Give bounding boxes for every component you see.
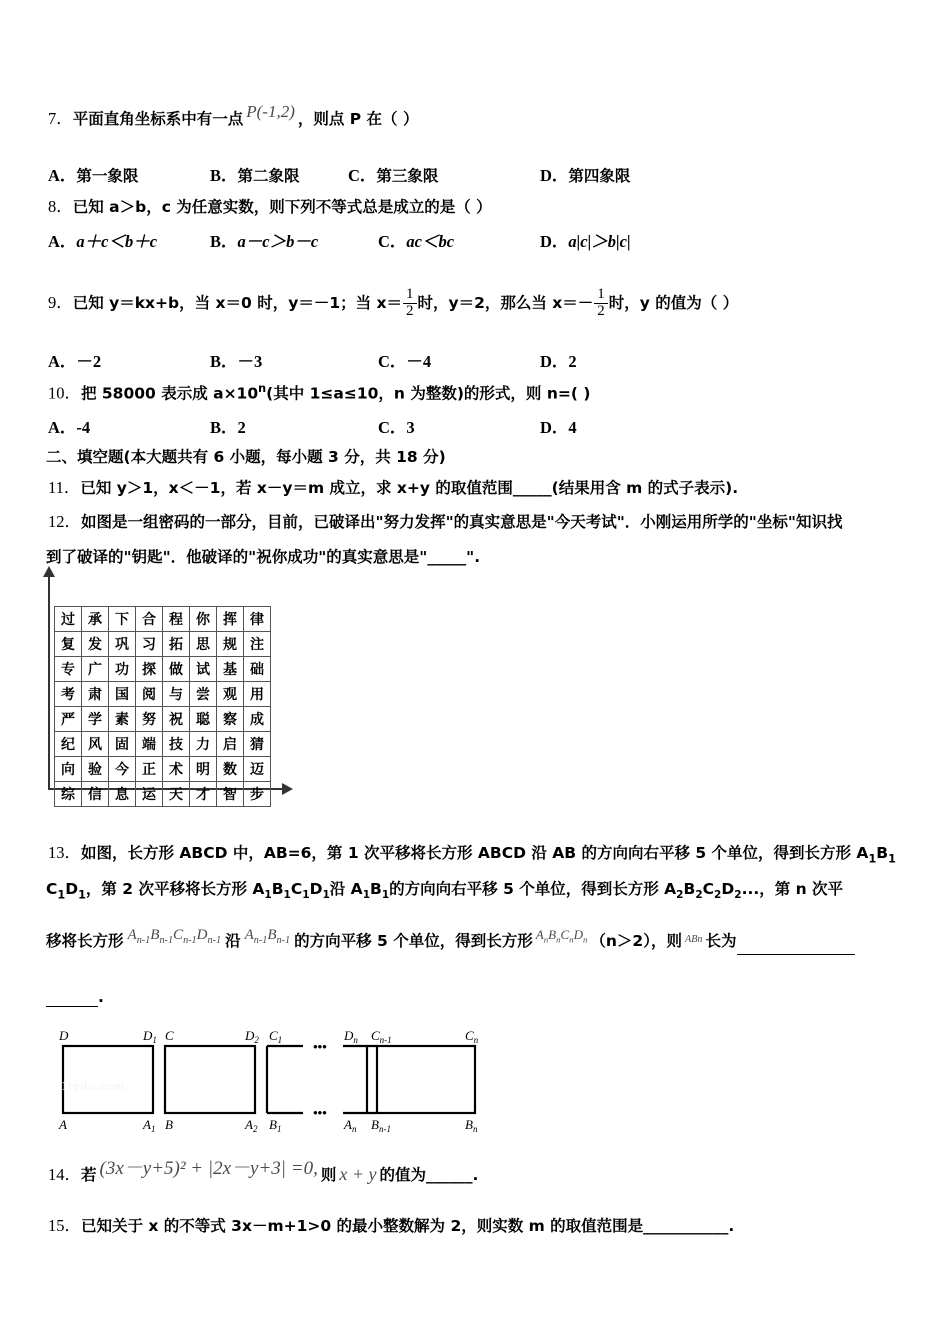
- question-14-number: 14．: [48, 1165, 81, 1184]
- cipher-character-grid-figure: [38, 568, 338, 823]
- character-grid-cell: 猜: [244, 732, 271, 757]
- character-grid-cell: 息: [109, 782, 136, 807]
- label-Bn-1: $B_{n-1}$: [371, 1117, 391, 1133]
- character-grid-row: [55, 732, 271, 757]
- character-grid-cell: 素: [109, 707, 136, 732]
- question-13-answer-blank-2[interactable]: [46, 991, 98, 1008]
- question-13-line-1: [48, 843, 896, 866]
- character-grid-cell: 迈: [244, 757, 271, 782]
- question-15-text: 已知关于 x 的不等式 3x－m+1>0 的最小整数解为 2，则实数 m 的取值范围是___________.: [81, 1217, 735, 1235]
- question-13-segment-abn: ABn: [684, 934, 703, 945]
- figure-watermark: 1redo.com: [61, 1078, 126, 1093]
- character-grid-cell: 你: [190, 607, 217, 632]
- character-grid-cell: 基: [217, 657, 244, 682]
- character-grid-cell: 阅: [136, 682, 163, 707]
- question-9-option-a[interactable]: A．－2: [48, 352, 102, 371]
- question-10-option-c[interactable]: C．3: [378, 418, 415, 437]
- translated-rectangles-figure: [55, 1018, 515, 1133]
- question-13-answer-blank-1[interactable]: [737, 937, 855, 955]
- label-A1: $A_1$: [143, 1117, 156, 1133]
- character-grid-cell: 过: [55, 607, 82, 632]
- question-13-sub-1: 1: [868, 852, 877, 866]
- question-7-option-d[interactable]: D．第四象限: [540, 166, 631, 185]
- character-grid-row: [55, 607, 271, 632]
- character-grid-cell: 风: [82, 732, 109, 757]
- label-A: A: [59, 1117, 67, 1132]
- character-grid-cell: 律: [244, 607, 271, 632]
- character-grid-cell: 纪: [55, 732, 82, 757]
- character-grid-cell: 严: [55, 707, 82, 732]
- question-7-number: 7．: [48, 109, 73, 128]
- question-13-l2-b: D: [65, 880, 79, 898]
- label-B1: $B_1$: [269, 1117, 282, 1133]
- label-A2: $A_2$: [245, 1117, 258, 1133]
- question-13-rect-prev: $A_{n-1}B_{n-1}C_{n-1}D_{n-1}$: [127, 927, 222, 946]
- question-13-l2-c: ，第 2 次平移将长方形 A: [85, 880, 265, 898]
- character-grid-cell: 信: [82, 782, 109, 807]
- question-14-equation: (3x－y+5)² + |2x－y+3| =0,: [99, 1158, 318, 1179]
- question-8-stem: [48, 197, 492, 218]
- ellipsis-top: •••: [313, 1039, 327, 1054]
- character-grid-cell: 察: [217, 707, 244, 732]
- question-10-stem: [48, 382, 590, 404]
- question-12-text-line2: 到了破译的"钥匙"．他破译的"祝你成功"的真实意思是"_____".: [46, 548, 481, 566]
- label-D1: $D_1$: [143, 1028, 157, 1045]
- rectangle-anbncndn: [377, 1046, 475, 1113]
- question-7-stem-pre: 平面直角坐标系中有一点: [72, 110, 244, 128]
- question-7-option-a[interactable]: A．第一象限: [48, 166, 139, 185]
- question-13-l2-sub2: 1: [78, 888, 86, 902]
- question-12-text-line1: 如图是一组密码的一部分，目前，已破译出"努力发挥"的真实意思是"今天考试"．小刚运用所学的"坐标"知识找: [81, 513, 843, 531]
- character-grid-cell: 尝: [190, 682, 217, 707]
- question-13-line-2: [46, 879, 843, 902]
- character-grid-cell: 巩: [109, 632, 136, 657]
- character-grid-cell: 发: [82, 632, 109, 657]
- y-axis-arrow-icon: [43, 566, 55, 577]
- question-9-fraction-2: $\frac{1}{2}$: [594, 287, 608, 320]
- question-14-post: 的值为______.: [379, 1166, 479, 1184]
- character-grid-cell: 规: [217, 632, 244, 657]
- character-grid-cell: 合: [136, 607, 163, 632]
- character-grid-cell: 探: [136, 657, 163, 682]
- question-10-number: 10．: [48, 383, 81, 403]
- character-grid-cell: 力: [190, 732, 217, 757]
- y-axis-line: [48, 568, 50, 790]
- character-grid-body: [55, 607, 271, 807]
- character-grid-cell: 智: [217, 782, 244, 807]
- question-8-option-d[interactable]: D．a|c|＞b|c|: [540, 232, 631, 251]
- character-grid-row: [55, 657, 271, 682]
- question-13-sub-2: 1: [888, 852, 896, 866]
- ellipsis-bottom: •••: [313, 1105, 327, 1120]
- question-13-l2-seq3: $_2B_2C_2D_2$: [676, 880, 742, 902]
- question-13-l2-d: 沿 A: [329, 880, 363, 898]
- label-C: C: [165, 1028, 174, 1043]
- character-grid-cell: 成: [244, 707, 271, 732]
- question-10-stem-pre: 把 58000 表示成 a×10: [81, 384, 259, 403]
- character-grid-cell: 注: [244, 632, 271, 657]
- question-9-stem-part2: 时，y＝2，那么当 x＝－: [417, 294, 594, 313]
- character-grid-cell: 承: [82, 607, 109, 632]
- question-8-stem-text: 已知 a＞b，c 为任意实数，则下列不等式总是成立的是（ ）: [72, 198, 492, 216]
- character-grid-cell: 拓: [163, 632, 190, 657]
- question-9-option-d[interactable]: D．2: [540, 352, 577, 371]
- character-grid-cell: 广: [82, 657, 109, 682]
- question-13-line-4: .: [46, 988, 104, 1007]
- question-9-number: 9．: [48, 293, 73, 313]
- character-grid-cell: 习: [136, 632, 163, 657]
- question-13-l2-a: C: [46, 880, 58, 898]
- question-10-option-d[interactable]: D．4: [540, 418, 577, 437]
- question-8-options: [0, 228, 900, 252]
- question-9-fraction-1: $\frac{1}{2}$: [403, 287, 417, 320]
- question-13-text-a: 如图，长方形 ABCD 中，AB=6，第 1 次平移将长方形 ABCD 沿 AB 的方向向右平移 5 个单位，得到长方形 A: [81, 844, 869, 862]
- rectangles-svg: [55, 1018, 515, 1133]
- character-grid-cell: 与: [163, 682, 190, 707]
- question-9-stem-part3: 时，y 的值为（ ）: [608, 294, 739, 313]
- question-11-number: 11．: [48, 478, 81, 497]
- question-13-edge-prev: $A_{n-1}B_{n-1}$: [244, 927, 291, 946]
- character-grid-cell: 天: [163, 782, 190, 807]
- question-8-option-b[interactable]: B．a－c＞b－c: [210, 232, 319, 251]
- question-14-pre: 若: [81, 1166, 97, 1184]
- character-grid-cell: 努: [136, 707, 163, 732]
- question-8-option-a[interactable]: A．a＋c＜b＋c: [48, 232, 158, 251]
- character-grid-cell: 础: [244, 657, 271, 682]
- question-13-number: 13．: [48, 843, 81, 862]
- rectangle-a1b1c1d1: [165, 1046, 255, 1113]
- label-Cn-1: $C_{n-1}$: [371, 1028, 392, 1045]
- question-8-option-c[interactable]: C．ac＜bc: [378, 232, 455, 251]
- label-Cn: $C_n$: [465, 1028, 479, 1045]
- character-grid-cell: 挥: [217, 607, 244, 632]
- character-grid-cell: 向: [55, 757, 82, 782]
- question-11-text: 已知 y＞1，x＜－1，若 x－y＝m 成立，求 x+y 的取值范围_____(结果用含 m 的式子表示).: [80, 479, 739, 497]
- question-13-l3-e: 长为: [705, 932, 737, 950]
- character-grid-cell: 端: [136, 732, 163, 757]
- question-7-option-c[interactable]: C．第三象限: [348, 166, 439, 185]
- question-9-option-c[interactable]: C．－4: [378, 352, 432, 371]
- question-13-text-b: B: [876, 844, 889, 862]
- question-7-stem: [48, 102, 419, 130]
- character-grid-cell: 国: [109, 682, 136, 707]
- question-15-number: 15．: [48, 1216, 81, 1235]
- character-grid-cell: 做: [163, 657, 190, 682]
- character-grid-cell: 数: [217, 757, 244, 782]
- character-grid-row: [55, 757, 271, 782]
- question-13-rect-n: AnBnCnDn: [535, 927, 588, 945]
- question-9-stem: [48, 288, 738, 321]
- question-14-mid: 则: [320, 1166, 337, 1184]
- question-13-l2-seq2: $_1B_1$: [362, 880, 390, 902]
- section-2-heading: 二、填空题(本大题共有 6 小题，每小题 3 分，共 18 分): [46, 448, 446, 466]
- character-grid-cell: 思: [190, 632, 217, 657]
- character-grid-cell: 观: [217, 682, 244, 707]
- x-axis-arrow-icon: [282, 783, 293, 795]
- character-grid-cell: 运: [136, 782, 163, 807]
- question-8-number: 8．: [48, 197, 73, 216]
- question-14: [48, 1158, 479, 1187]
- character-grid-row: [55, 632, 271, 657]
- question-12-line-1: [48, 512, 842, 533]
- question-7-option-b[interactable]: B．第二象限: [210, 166, 300, 185]
- character-grid-cell: 考: [55, 682, 82, 707]
- character-grid-cell: 用: [244, 682, 271, 707]
- character-grid-cell: 复: [55, 632, 82, 657]
- label-D: D: [59, 1028, 69, 1043]
- question-10-options: [0, 414, 900, 438]
- character-grid-row: [55, 707, 271, 732]
- question-10-stem-post: (其中 1≤a≤10，n 为整数)的形式，则 n=( ): [266, 384, 591, 403]
- character-grid-cell: 技: [163, 732, 190, 757]
- question-10-exponent: n: [258, 382, 267, 395]
- label-An: $A_n$: [344, 1117, 357, 1133]
- question-10-option-b[interactable]: B．2: [210, 418, 246, 437]
- character-grid-cell: 固: [109, 732, 136, 757]
- question-10-option-a[interactable]: A．-4: [48, 418, 91, 437]
- question-15: [48, 1216, 734, 1237]
- character-grid-cell: 明: [190, 757, 217, 782]
- character-grid-cell: 步: [244, 782, 271, 807]
- character-grid-cell: 程: [163, 607, 190, 632]
- character-grid-cell: 正: [136, 757, 163, 782]
- label-C1: $C_1$: [269, 1028, 283, 1045]
- question-9-stem-part1: 已知 y＝kx+b，当 x＝0 时，y＝－1；当 x＝: [72, 294, 402, 313]
- character-grid-cell: 功: [109, 657, 136, 682]
- character-grid-cell: 启: [217, 732, 244, 757]
- character-grid-cell: 聪: [190, 707, 217, 732]
- question-9-options: [0, 348, 900, 372]
- question-13-l3-a: 移将长方形: [46, 932, 124, 950]
- character-grid-cell: 下: [109, 607, 136, 632]
- question-7-point-expression: P(-1,2): [246, 102, 295, 121]
- character-grid-cell: 综: [55, 782, 82, 807]
- character-grid-cell: 术: [163, 757, 190, 782]
- character-grid-row: [55, 782, 271, 807]
- question-13-line-3: [46, 927, 855, 955]
- question-12-number: 12．: [48, 512, 81, 531]
- question-13-l3-b: 沿: [225, 932, 241, 950]
- character-grid-cell: 今: [109, 757, 136, 782]
- question-11: [48, 478, 738, 499]
- question-9-option-b[interactable]: B．－3: [210, 352, 263, 371]
- label-Bn: $B_n$: [465, 1117, 478, 1133]
- question-13-l2-seq1: $_1B_1C_1D_1$: [264, 880, 330, 902]
- character-grid-cell: 学: [82, 707, 109, 732]
- character-grid-cell: 才: [190, 782, 217, 807]
- question-14-expression: x + y: [339, 1164, 377, 1184]
- label-Dn: $D_n$: [344, 1028, 358, 1045]
- character-grid-cell: 专: [55, 657, 82, 682]
- question-13-l2-e: 的方向向右平移 5 个单位，得到长方形 A: [389, 880, 677, 898]
- character-grid-row: [55, 682, 271, 707]
- question-13-l2-f: ...，第 n 次平: [741, 880, 844, 898]
- question-7-options: [0, 162, 900, 186]
- label-B: B: [165, 1117, 173, 1132]
- label-D2: $D_2$: [245, 1028, 259, 1045]
- character-grid-table: [54, 606, 271, 807]
- character-grid-cell: 肃: [82, 682, 109, 707]
- question-13-l3-d: （n＞2），则: [590, 932, 682, 950]
- character-grid-cell: 试: [190, 657, 217, 682]
- question-13-l3-c: 的方向平移 5 个单位，得到长方形: [294, 932, 533, 950]
- character-grid-cell: 验: [82, 757, 109, 782]
- character-grid-cell: 祝: [163, 707, 190, 732]
- question-13-l2-sub1: 1: [57, 888, 66, 902]
- question-7-stem-post: ，则点 P 在（ ）: [297, 110, 419, 128]
